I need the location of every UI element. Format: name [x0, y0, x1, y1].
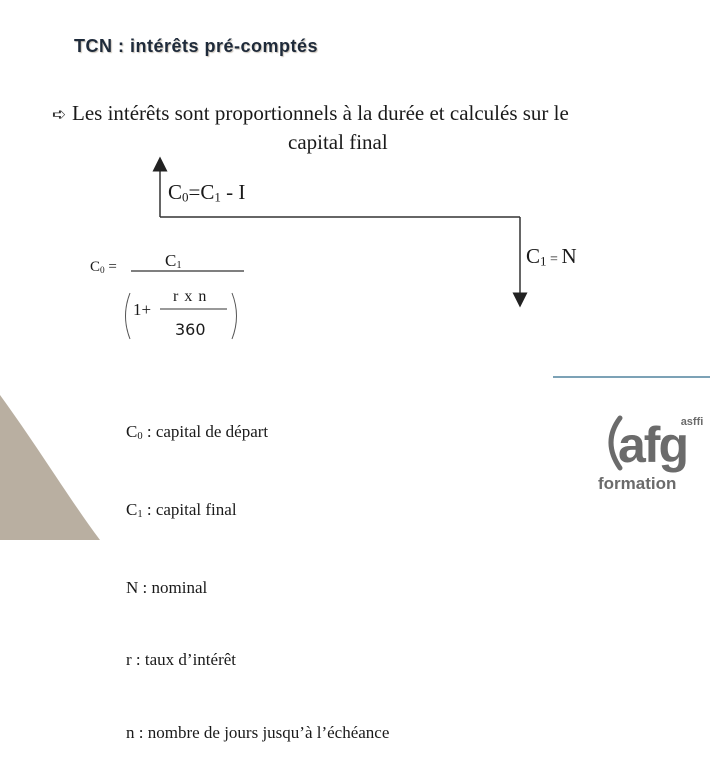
fraction-numerator-sub: 1	[176, 260, 182, 272]
logo-bottom-text: formation	[598, 474, 677, 493]
top-formula-eq: =	[188, 180, 201, 204]
legend-symbol: n	[126, 723, 135, 743]
logo-small-text: asffi	[680, 416, 704, 428]
legend-item	[126, 576, 389, 600]
fraction-lhs-eq: =	[104, 259, 117, 275]
legend-item	[126, 721, 389, 745]
fraction-inner-denominator: 360	[175, 320, 206, 339]
legend-symbol-sub: 1	[137, 509, 143, 521]
corner-decoration	[0, 395, 100, 540]
fraction-numerator-c: C	[165, 251, 177, 270]
top-formula	[168, 180, 245, 206]
left-parenthesis	[126, 293, 131, 339]
legend-item	[126, 420, 389, 449]
fraction-one-plus: 1+	[133, 300, 152, 319]
legend-text: : nombre de jours jusqu’à l’échéance	[134, 723, 390, 743]
legend-text: : capital de départ	[142, 422, 269, 442]
top-formula-c0: C	[168, 180, 183, 204]
right-formula-c1-sub: 1	[540, 253, 547, 269]
fraction-inner-numerator: r x n	[173, 288, 208, 305]
logo-main-text: afg	[618, 417, 687, 473]
afg-formation-logo	[598, 410, 708, 500]
legend-symbol: C	[126, 422, 138, 442]
legend-symbol: r	[126, 650, 132, 670]
legend-text: : nominal	[138, 577, 208, 597]
right-parenthesis	[232, 293, 237, 339]
top-formula-c1: C	[200, 180, 215, 204]
top-formula-c0-sub: 0	[182, 189, 189, 205]
legend-symbol-sub: 0	[137, 431, 143, 443]
outlined-right-arrow-icon: ➪	[52, 105, 67, 125]
legend-item	[126, 648, 389, 672]
right-formula	[526, 244, 577, 270]
legend-symbol: C	[126, 500, 138, 520]
fraction-numerator	[165, 251, 182, 271]
legend-symbol: N	[126, 577, 139, 597]
bullet-text-1: Les intérêts sont proportionnels à la durée et calculés sur le	[72, 101, 569, 125]
top-formula-rest: - I	[220, 180, 246, 204]
legend-text: : taux d’intérêt	[131, 650, 236, 670]
legend-item	[126, 498, 389, 527]
legend	[126, 372, 389, 769]
slide-title: TCN : intérêts pré-comptés	[74, 36, 319, 56]
right-formula-n: N	[561, 244, 577, 268]
fraction-lhs	[90, 259, 117, 276]
legend-text: : capital final	[142, 500, 237, 520]
right-formula-eq: =	[546, 252, 562, 267]
right-formula-c1: C	[526, 244, 541, 268]
fraction-lhs-sub: 0	[100, 265, 105, 276]
bullet-line-2: capital final	[288, 130, 388, 154]
top-formula-c1-sub: 1	[214, 189, 221, 205]
fraction-lhs-c: C	[90, 259, 101, 275]
